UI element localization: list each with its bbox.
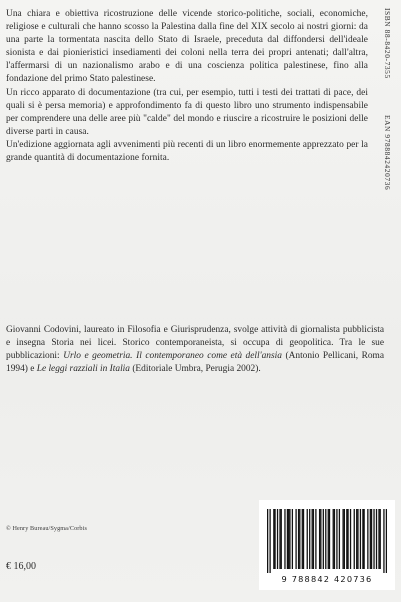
barcode-bar	[346, 509, 347, 569]
barcode-bar	[329, 509, 330, 569]
isbn-label: ISBN 88-8420-7355	[383, 8, 392, 79]
barcode-bar	[367, 509, 368, 569]
barcode-bar	[339, 509, 340, 569]
barcode-bar	[370, 509, 371, 569]
author-work-title-1: Urlo e geometria. Il contemporaneo come età dell'ansia	[63, 351, 282, 362]
barcode-bar	[386, 509, 387, 573]
barcode-bar	[274, 509, 275, 569]
barcode-bar	[284, 509, 285, 569]
barcode-bar	[333, 509, 334, 569]
barcode-bar	[279, 509, 280, 569]
barcode-bar	[307, 509, 308, 569]
barcode-bar	[357, 509, 358, 569]
barcode-bar	[273, 509, 274, 569]
barcode-bar	[319, 509, 320, 569]
author-bio-text-2: (Antonio Pellicani, Roma 1994) e	[6, 351, 384, 375]
barcode-bar	[342, 509, 343, 569]
barcode-bar	[334, 509, 335, 569]
barcode-bar	[309, 509, 310, 569]
barcode-bar	[281, 509, 282, 569]
author-bio-text-3: (Editoriale Umbra, Perugia 2002).	[129, 364, 261, 375]
barcode-bar	[288, 509, 289, 569]
barcode-bar	[362, 509, 363, 569]
blurb-paragraph-3: Un'edizione aggiornata agli avvenimenti più recenti di un libro enormemente apprezzato per la grande quantità di documentazione fornita.	[6, 139, 368, 164]
barcode-bar	[350, 509, 351, 569]
blurb-text	[6, 8, 368, 165]
barcode-bar	[380, 509, 381, 569]
author-bio	[6, 324, 384, 376]
barcode-bar	[344, 509, 345, 569]
barcode-bar	[298, 509, 299, 569]
barcode-bar	[299, 509, 300, 569]
barcode-bar	[378, 509, 379, 569]
barcode-bar	[347, 509, 348, 569]
barcode-bar	[383, 509, 384, 573]
price-label: € 16,00	[6, 561, 36, 572]
barcode-bars	[267, 509, 387, 573]
barcode-bar	[336, 509, 337, 569]
barcode-bar	[360, 509, 361, 569]
author-bio-paragraph	[6, 324, 384, 376]
barcode-bar	[371, 509, 372, 569]
barcode-bar	[363, 509, 364, 569]
barcode-bar	[313, 509, 314, 569]
author-work-title-2: Le leggi razziali in Italia	[36, 364, 130, 375]
barcode	[259, 500, 395, 590]
barcode-bar	[320, 509, 321, 569]
barcode-bar	[269, 509, 270, 573]
photo-credit: © Henry Bureau/Sygma/Corbis	[6, 525, 87, 532]
barcode-bar	[312, 509, 313, 569]
barcode-bar	[292, 509, 293, 569]
barcode-bar	[315, 509, 316, 569]
barcode-bar	[303, 509, 304, 569]
barcode-bar	[277, 509, 278, 569]
ean-label: EAN 9788842420736	[383, 115, 392, 191]
barcode-bar	[328, 509, 329, 569]
barcode-bar	[323, 509, 324, 569]
barcode-bar	[356, 509, 357, 569]
barcode-bar	[287, 509, 288, 569]
barcode-bar	[302, 509, 303, 569]
barcode-bar	[325, 509, 326, 569]
blurb-paragraph-1: Una chiara e obiettiva ricostruzione delle vicende storico-politiche, sociali, economiche, religiose e culturali che hanno scosso la Palestina dalla fine del XIX secolo ai nostri giorni: da una parte la tormentata nascita dello Stato di Israele, preceduta dal diffondersi dell'ideale sionista e dai pionieristici insediamenti dei coloni nella terra dei propri antenati; dall'altra, l'affermarsi di un nazionalismo arabo e di una coscienza politica palestinese, fino alla fondazione del primo Stato palestinese.	[6, 9, 368, 85]
barcode-bar	[354, 509, 355, 569]
barcode-number: 9 788842 420736	[281, 574, 373, 584]
blurb-paragraph-2: Un ricco apparato di documentazione (tra cui, per esempio, tutti i testi dei trattati di pace, dei quali si è persa memoria) e approfondimento fa di questo libro uno strumento indispensabile per comprendere una delle aree più "calde" del mondo e riuscire a ricostruire le posizioni delle diverse parti in causa.	[6, 87, 368, 137]
barcode-bar	[373, 509, 374, 569]
author-bio-text-1: Giovanni Codovini, laureato in Filosofia e Giurisprudenza, svolge attività di giornalista pubblicista e insegna Storia nei licei. Storico contemporaneista, si occupa di geopolitica. Tra le sue pubblicazioni:	[6, 325, 384, 362]
barcode-bar	[295, 509, 296, 569]
barcode-bar	[376, 509, 377, 569]
barcode-bar	[267, 509, 268, 573]
barcode-bar	[289, 509, 290, 569]
